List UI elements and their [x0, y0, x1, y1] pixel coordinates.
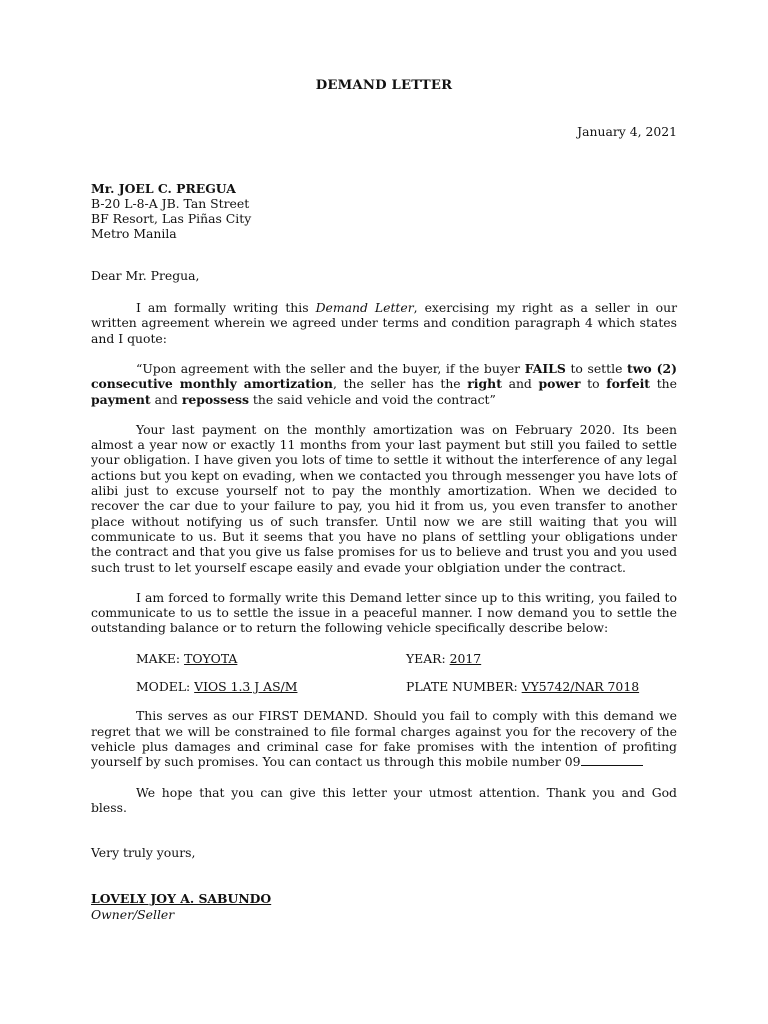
- vehicle-row-2: [136, 679, 677, 694]
- quote-bold: forfeit: [606, 376, 651, 392]
- vehicle-details: [91, 651, 677, 695]
- year-value: 2017: [449, 650, 482, 666]
- first-demand-text: This serves as our FIRST DEMAND. Should you fail to comply with this demand we regret that we will be constrained to file formal charges against you for the recovery of the vehicle plus damages and criminal case for fake promises with the intention of profiting yourself by such promises. You can contact us through this mobile number 09: [91, 708, 677, 770]
- quote-text: the: [650, 376, 677, 392]
- salutation: Dear Mr. Pregua,: [91, 267, 200, 283]
- make-value: TOYOTA: [184, 650, 238, 666]
- quote-bold: payment: [91, 391, 151, 407]
- quote-bold: repossess: [181, 391, 249, 407]
- letter-date: January 4, 2021: [577, 124, 677, 140]
- vehicle-model: [136, 679, 406, 694]
- payment-history-paragraph: Your last payment on the monthly amortization was on February 2020. Its been almost a year now or exactly 11 months from your last payment but still you failed to settle your obligation. I have given you lots of time to settle it without the interference of any legal actions but you kept on evading, when we contacted you through messenger you have lots of alibi just to excuse yourself not to pay the monthly amortization. When we decided to recover the car due to your failure to pay, you hid it from us, you even transfer to another place without notifying us of such transfer. Until now we are still waiting that you will communicate to us. But it seems that you have no plans of settling your obligations under the contract and that you give us false promises for us to believe and trust you and you used such trust to let yourself escape easily and evade your oblgiation under the contract.: [91, 421, 677, 575]
- quote-text: and: [150, 391, 182, 407]
- make-label: MAKE:: [136, 650, 185, 666]
- quote-bold: right: [467, 376, 502, 392]
- complimentary-close: Very truly yours,: [91, 845, 196, 861]
- intro-text-end: , exercising my right as a seller in our written agreement wherein we agreed under terms and condition paragraph 4 which states and I quote:: [91, 300, 677, 346]
- signer-role: Owner/Seller: [91, 906, 175, 922]
- quote-text: “Upon agreement with the seller and the buyer, if the buyer: [136, 360, 525, 376]
- vehicle-make: [136, 651, 406, 666]
- plate-label: PLATE NUMBER:: [406, 679, 522, 695]
- quote-bold: power: [538, 376, 581, 392]
- model-value: VIOS 1.3 J AS/M: [194, 679, 298, 695]
- quote-text: and: [501, 376, 539, 392]
- model-label: MODEL:: [136, 679, 195, 695]
- year-label: YEAR:: [406, 650, 450, 666]
- quote-text: to settle: [565, 360, 628, 376]
- recipient-name: Mr. JOEL C. PREGUA: [91, 180, 236, 196]
- quote-bold: two (2) consecutive monthly amortization: [91, 360, 678, 392]
- signer-name: LOVELY JOY A. SABUNDO: [91, 891, 272, 907]
- recipient-address: [91, 181, 677, 242]
- intro-text: I am formally writing this: [136, 300, 316, 316]
- quote-text: the said vehicle and void the contract”: [248, 391, 496, 407]
- quote-text: to: [580, 376, 607, 392]
- vehicle-year: [406, 651, 676, 666]
- vehicle-plate: [406, 679, 676, 694]
- plate-value: VY5742/NAR 7018: [521, 679, 640, 695]
- intro-paragraph: [91, 300, 677, 346]
- address-line-1: B-20 L-8-A JB. Tan Street: [91, 195, 250, 211]
- quote-text: , the seller has the: [332, 376, 468, 392]
- mobile-number-blank: [581, 754, 643, 766]
- vehicle-row-1: [136, 651, 677, 666]
- intro-emphasis: Demand Letter: [315, 300, 414, 316]
- address-line-2: BF Resort, Las Piñas City: [91, 211, 252, 227]
- closing-paragraph: We hope that you can give this letter your utmost attention. Thank you and God bless.: [91, 784, 677, 815]
- demand-paragraph: I am forced to formally write this Demand letter since up to this writing, you failed to communicate to us to settle the issue in a peaceful manner. I now demand you to settle the outstanding balance or to return the following vehicle specifically describe below:: [91, 589, 677, 636]
- letter-title: DEMAND LETTER: [315, 78, 453, 93]
- quoted-clause: [91, 361, 677, 407]
- quote-bold: FAILS: [524, 360, 566, 376]
- first-demand-paragraph: [91, 708, 677, 769]
- address-line-3: Metro Manila: [91, 226, 177, 242]
